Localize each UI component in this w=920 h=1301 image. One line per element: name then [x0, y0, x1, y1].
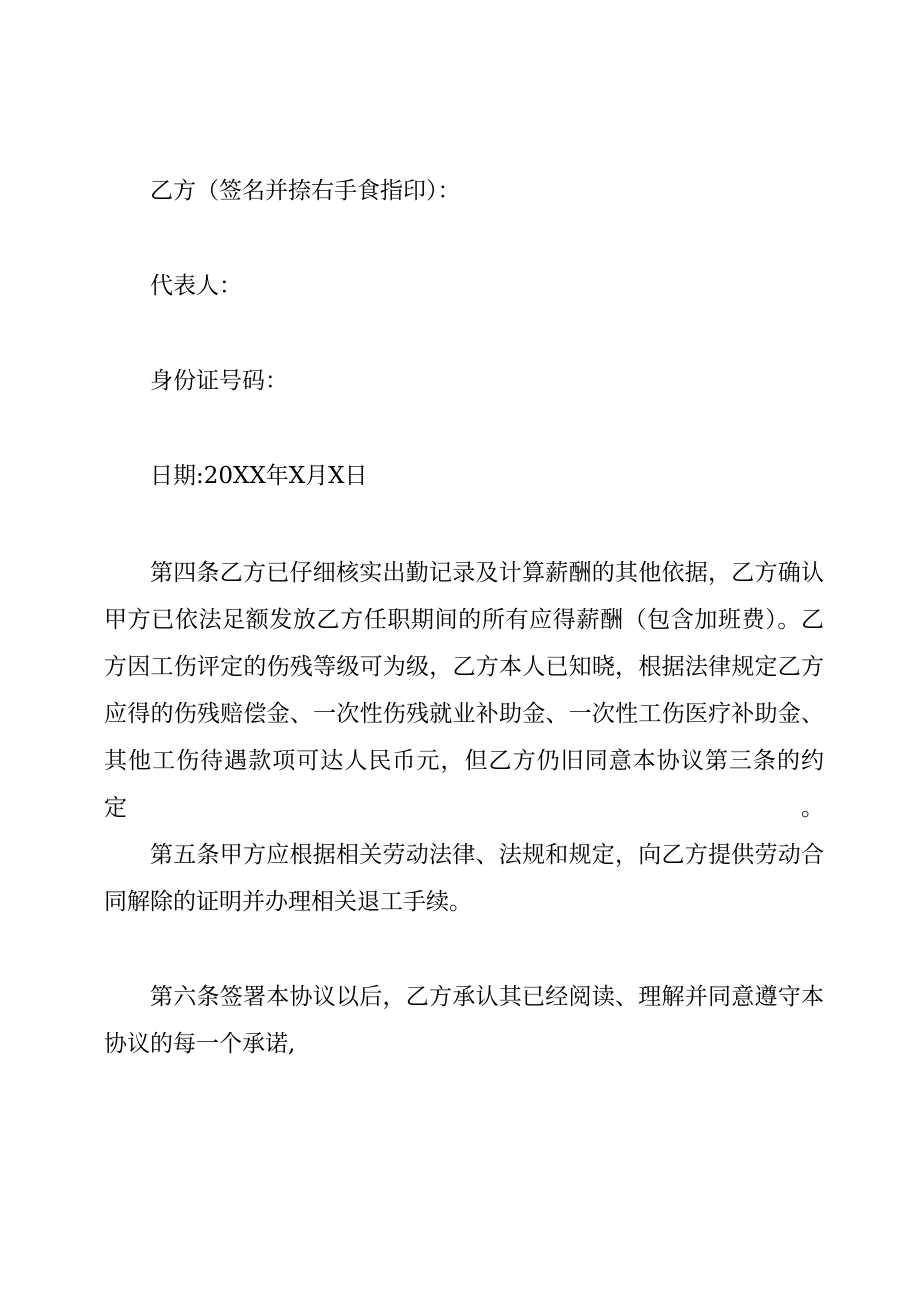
- article-6-paragraph: 第六条签署本协议以后，乙方承认其已经阅读、理解并同意遵守本协议的每一个承诺,: [104, 984, 824, 1057]
- representative-line: 代表人：: [150, 273, 242, 299]
- article-4-paragraph: 第四条乙方已仔细核实出勤记录及计算薪酬的其他依据，乙方确认甲方已依法足额发放乙方任职期间的所有应得薪酬（包含加班费）。乙方因工伤评定的伤残等级可为级，乙方本人已知晓，根据法律规定乙方应得的伤残赔偿金、一次性伤残就业补助金、一次性工伤医疗补助金、其他工伤待遇款项可达人民币元，但乙方仍旧同意本协议第三条的约定。: [104, 560, 824, 821]
- party-b-signature-line: 乙方（签名并捺右手食指印）：: [150, 178, 461, 204]
- article-5-paragraph: 第五条甲方应根据相关劳动法律、法规和规定，向乙方提供劳动合同解除的证明并办理相关退工手续。: [104, 842, 824, 915]
- date-line: 日期:20XX年X月X日: [150, 463, 368, 489]
- id-number-line: 身份证号码：: [150, 368, 288, 394]
